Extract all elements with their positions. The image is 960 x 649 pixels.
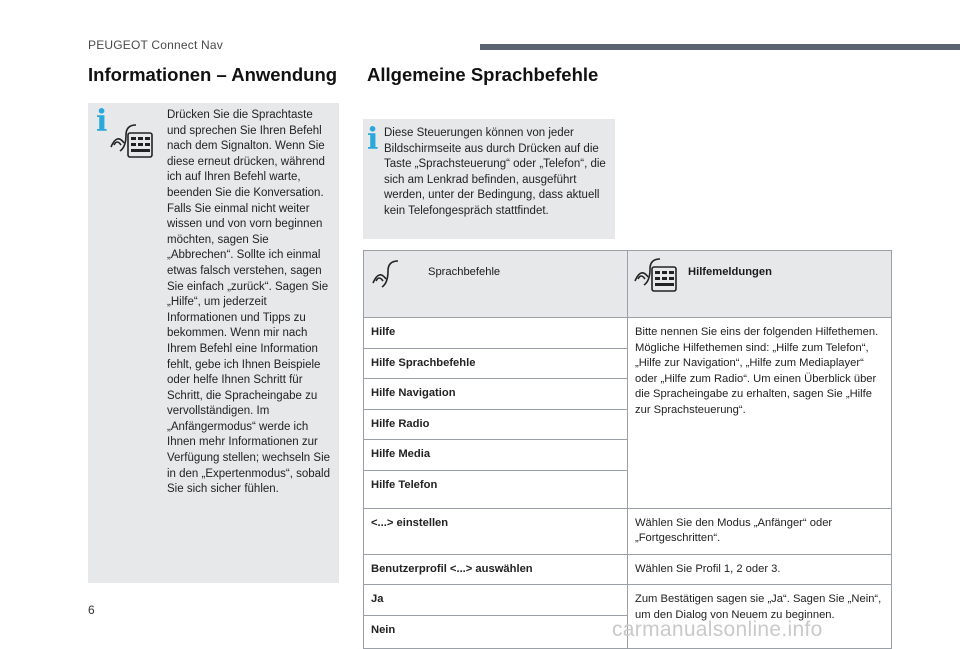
command-cell: <...> einstellen — [364, 508, 628, 554]
left-info-box — [88, 103, 339, 583]
info-icon: i — [367, 122, 379, 157]
table-row — [364, 318, 892, 349]
voice-command-icon — [110, 121, 154, 161]
command-cell: Ja — [364, 585, 628, 616]
header-bar — [480, 44, 960, 50]
table-header-row — [364, 251, 892, 318]
table-row — [364, 508, 892, 554]
page-number: 6 — [88, 603, 95, 617]
table-row — [364, 554, 892, 585]
header-responses-cell — [628, 251, 892, 318]
right-info-text: Diese Steuerungen können von jeder Bildschirmseite aus durch Drücken auf die Taste „Sprachsteuerung“ oder „Telefon“, die sich am Lenkrad befinden, ausgeführt werden, unter der Bedingung, dass aktuell kein Telefongespräch stattfindet. — [384, 127, 606, 217]
voice-commands-table — [363, 250, 892, 649]
voice-command-icon — [634, 255, 678, 295]
right-section-title: Allgemeine Sprachbefehle — [367, 64, 599, 85]
watermark: carmanualsonline.info — [612, 618, 823, 641]
header-title: PEUGEOT Connect Nav — [88, 38, 223, 52]
response-cell: Wählen Sie den Modus „Anfänger“ oder „Fortgeschritten“. — [628, 508, 892, 554]
response-cell: Zum Bestätigen sagen sie „Ja“. Sagen Sie „Nein“, um den Dialog von Neuem zu beginnen. — [628, 585, 892, 648]
header-commands-label: Sprachbefehle — [428, 266, 501, 278]
voice-command-icon — [372, 257, 416, 297]
info-icon: i — [96, 104, 108, 139]
header-responses-label: Hilfemeldungen — [688, 266, 772, 278]
response-cell: Wählen Sie Profil 1, 2 oder 3. — [628, 554, 892, 585]
help-response-cell: Bitte nennen Sie eins der folgenden Hilfethemen. Mögliche Hilfethemen sind: „Hilfe zum Telefon“, „Hilfe zur Navigation“, „Hilfe zum Mediaplayer“ oder „Hilfe zum Radio“. Um einen Überblick über die Spracheingabe zu erhalten, sagen Sie „Hilfe zur Sprachsteuerung“. — [628, 318, 892, 509]
command-cell: Benutzerprofil <...> auswählen — [364, 554, 628, 585]
table-row — [364, 585, 892, 616]
command-cell: Hilfe Navigation — [364, 379, 628, 410]
command-cell: Hilfe Radio — [364, 409, 628, 440]
command-cell: Hilfe Sprachbefehle — [364, 348, 628, 379]
left-info-text: Drücken Sie die Sprachtaste und sprechen Sie Ihren Befehl nach dem Signalton. Wenn Sie diese erneut drücken, während ich auf Ihren Befehl warte, beenden Sie die Konversation. Falls Sie einmal nicht weiter wissen und von vorn beginnen möchten, sagen Sie „Abbrechen“. Sollte ich einmal etwas falsch verstehen, sagen Sie einfach „zurück“. Sagen Sie „Hilfe“, um jederzeit Informationen und Tipps zu bekommen. Wenn mir nach Ihrem Befehl eine Information fehlt, gebe ich Ihnen Beispiele oder helfe Ihnen Schritt für Schritt, die Spracheingabe zu vervollständigen. Im „Anfängermodus“ werde ich Ihnen mehr Informationen zur Verfügung stellen; wechseln Sie in den „Expertenmodus“, sobald Sie sich sicher fühlen. — [167, 109, 331, 496]
command-cell: Nein — [364, 615, 628, 648]
right-info-box — [363, 119, 615, 239]
command-cell: Hilfe — [364, 318, 628, 349]
command-cell: Hilfe Media — [364, 440, 628, 471]
command-cell: Hilfe Telefon — [364, 470, 628, 508]
header-commands-cell — [364, 251, 628, 318]
left-section-title: Informationen – Anwendung — [88, 64, 338, 85]
